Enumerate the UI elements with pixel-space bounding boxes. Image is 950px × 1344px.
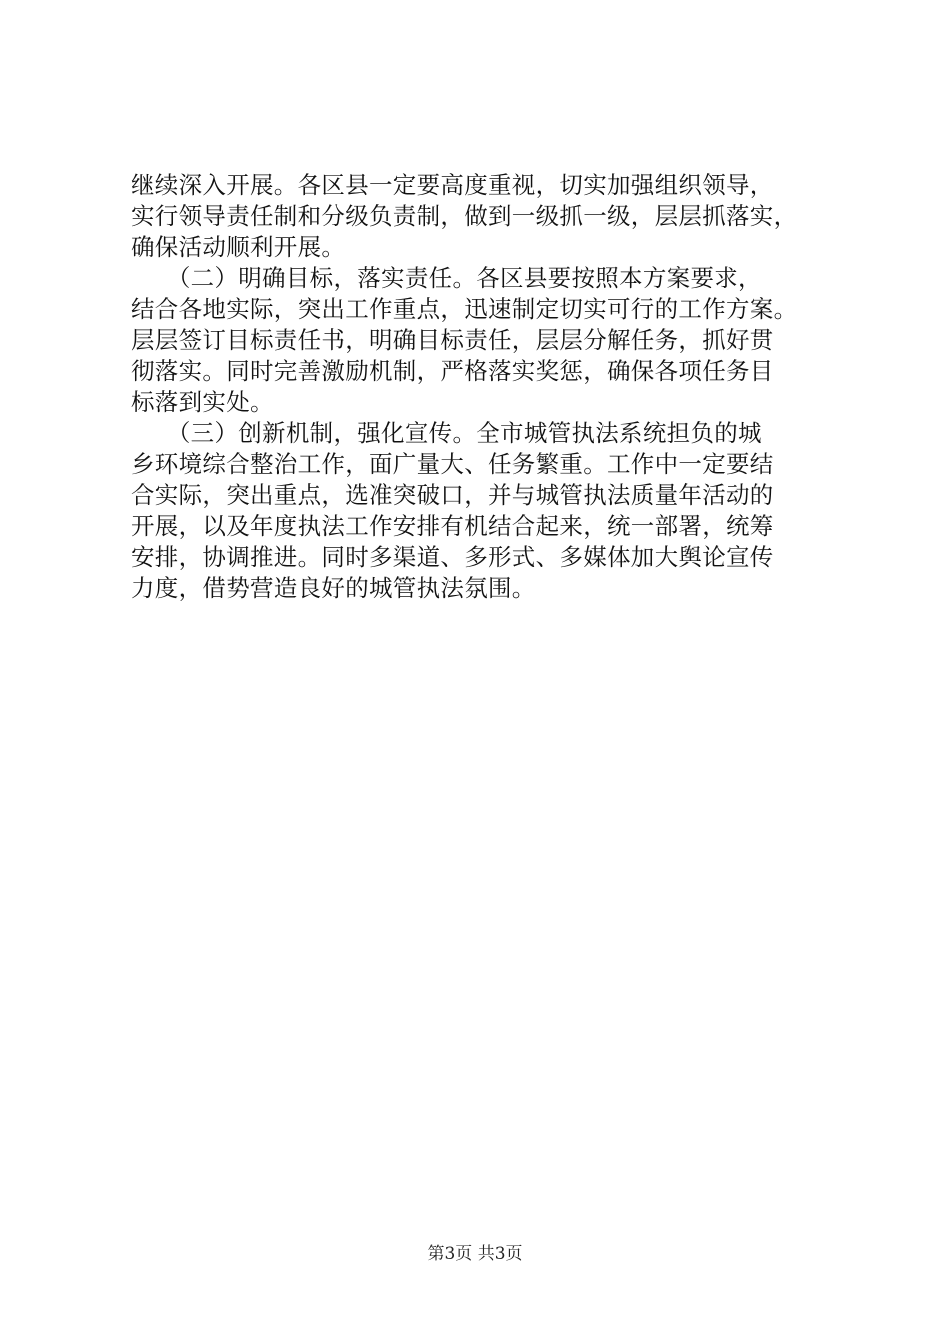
text-line: 彻落实。同时完善激励机制，严格落实奖惩，确保各项任务目 (131, 357, 774, 385)
paragraph-3-first-line: （三）创新机制，强化宣传。全市城管执法系统担负的城 (131, 419, 762, 447)
text-line: 继续深入开展。各区县一定要高度重视，切实加强组织领导， (131, 171, 774, 199)
text-line: 力度，借势营造良好的城管执法氛围。 (131, 574, 536, 602)
text-line: 结合各地实际，突出工作重点，迅速制定切实可行的工作方案。 (131, 295, 798, 323)
text-line: 确保活动顺利开展。 (131, 233, 346, 261)
text-line: 层层签订目标责任书，明确目标责任，层层分解任务，抓好贯 (131, 326, 774, 354)
text-line: 标落到实处。 (131, 388, 274, 416)
paragraph-2-first-line: （二）明确目标，落实责任。各区县要按照本方案要求， (131, 264, 762, 292)
text-line: 乡环境综合整治工作，面广量大、任务繁重。工作中一定要结 (131, 450, 774, 478)
text-line: 实行领导责任制和分级负责制，做到一级抓一级，层层抓落实， (131, 202, 798, 230)
text-line: 合实际，突出重点，选准突破口，并与城管执法质量年活动的 (131, 481, 774, 509)
body-text (131, 170, 846, 604)
page-number-footer: 第3页 共3页 (427, 1244, 523, 1264)
text-line: 开展，以及年度执法工作安排有机结合起来，统一部署，统筹 (131, 512, 774, 540)
text-line: 安排，协调推进。同时多渠道、多形式、多媒体加大舆论宣传 (131, 543, 774, 571)
